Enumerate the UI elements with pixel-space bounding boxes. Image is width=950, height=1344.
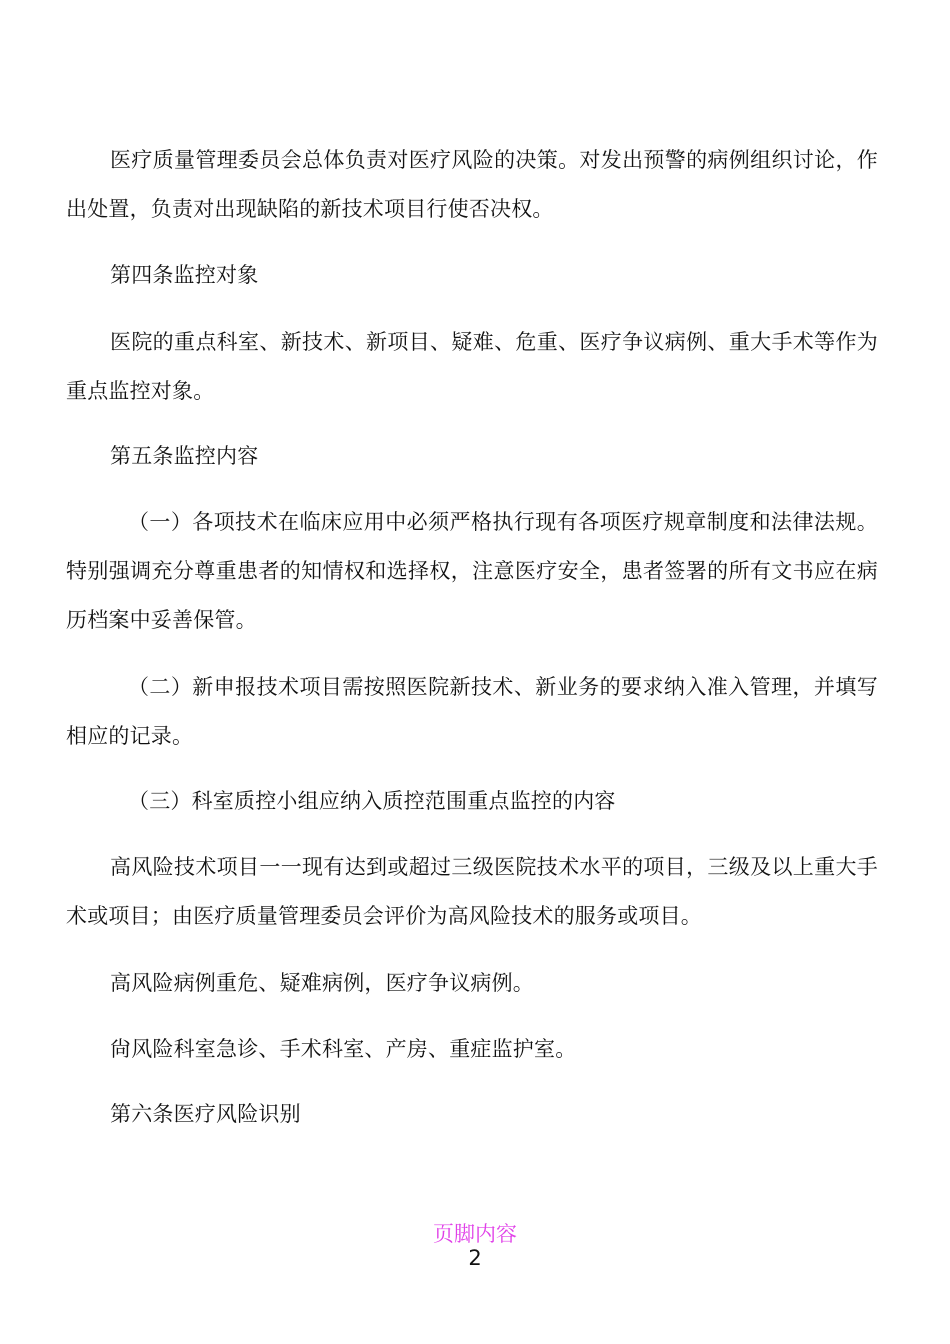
heading-article-4: 第四条监控对象: [110, 263, 259, 287]
paragraph-risk-committee: 医疗质量管理委员会总体负责对医疗风险的决策。对发出预警的病例组织讨论，作出处置，负责对出现缺陷的新技术项目行使否决权。: [66, 148, 878, 221]
paragraph-item-1: （一）各项技术在临床应用中必须严格执行现有各项医疗规章制度和法律法规。特别强调充分尊重患者的知情权和选择权，注意医疗安全，患者签署的所有文书应在病历档案中妥善保管。: [66, 510, 878, 632]
paragraph-monitoring-targets: 医院的重点科室、新技术、新项目、疑难、危重、医疗争议病例、重大手术等作为重点监控对象。: [66, 330, 878, 403]
heading-article-5: 第五条监控内容: [110, 444, 259, 468]
paragraph-item-3: （三）科室质控小组应纳入质控范围重点监控的内容: [128, 789, 616, 813]
footer-label: 页脚内容: [433, 1222, 517, 1246]
page-number: 2: [468, 1246, 482, 1270]
paragraph-high-risk-cases: 高风险病例重危、疑难病例，医疗争议病例。: [110, 971, 534, 995]
heading-article-6: 第六条医疗风险识别: [110, 1102, 301, 1126]
paragraph-high-risk-departments: 尙风险科室急诊、手术科室、产房、重症监护室。: [110, 1037, 577, 1061]
paragraph-high-risk-tech: 高风险技术项目一一现有达到或超过三级医院技术水平的项目，三级及以上重大手术或项目；由医疗质量管理委员会评价为高风险技术的服务或项目。: [66, 855, 878, 928]
paragraph-item-2: （二）新申报技术项目需按照医院新技术、新业务的要求纳入准入管理，并填写相应的记录。: [66, 675, 878, 748]
